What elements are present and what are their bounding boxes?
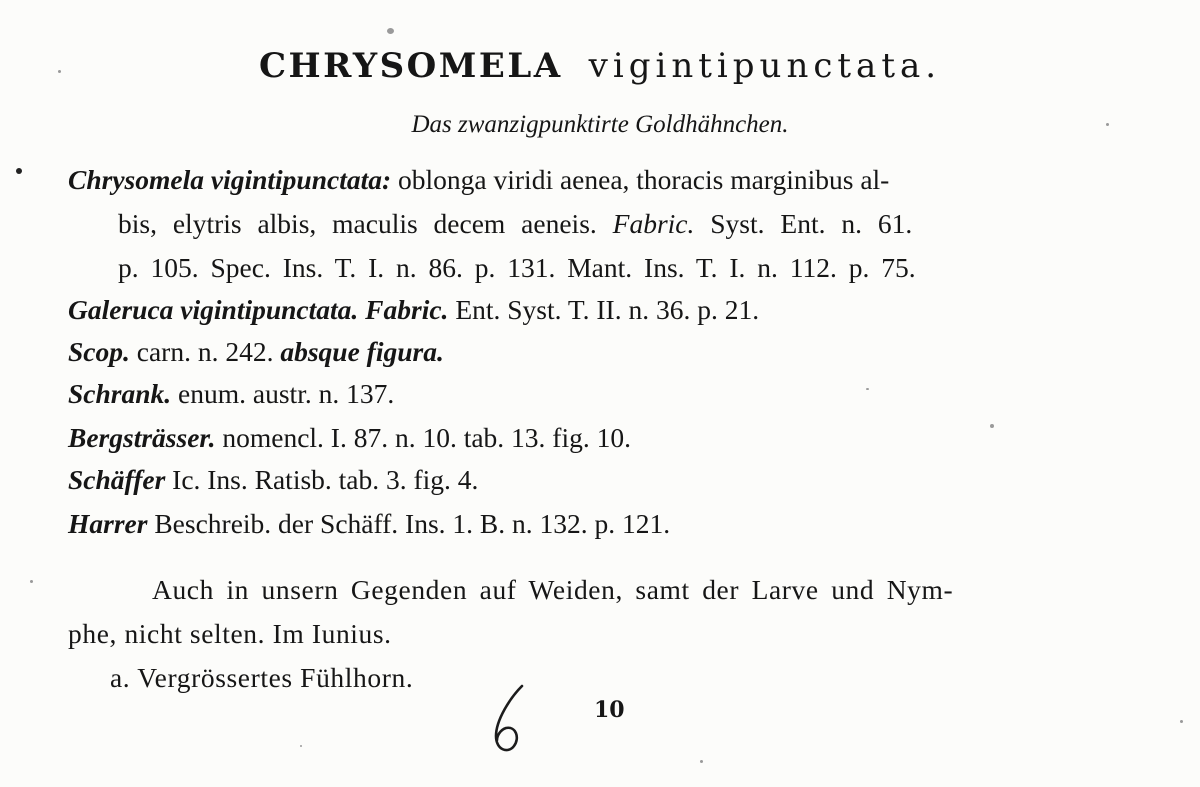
- reference-text: enum. austr. n. 137.: [178, 378, 395, 409]
- page-subtitle: Das zwanzigpunktirte Goldhähnchen.: [411, 111, 789, 138]
- reference-text: Ent. Syst. T. II. n. 36. p. 21.: [455, 294, 760, 325]
- paper-speck: [990, 424, 994, 428]
- paper-speck: [700, 760, 703, 763]
- reference-author: Scop.: [68, 336, 130, 367]
- reference-author: Harrer: [68, 508, 148, 539]
- reference-author-2: Fabric.: [365, 294, 449, 325]
- title-genus: CHRYSOMELA: [258, 46, 563, 86]
- reference-author: Schrank.: [68, 378, 172, 409]
- description-author: Fabric.: [612, 208, 695, 239]
- description-text-1: oblonga viridi aenea, thoracis marginibus al-: [398, 164, 890, 195]
- reference-author: Bergsträsser.: [68, 422, 216, 453]
- reference-text: Ic. Ins. Ratisb. tab. 3. fig. 4.: [172, 464, 479, 495]
- reference-line: [68, 460, 478, 500]
- paragraph-line-2: phe, nicht selten. Im Iunius.: [68, 618, 392, 649]
- reference-line: [68, 418, 631, 458]
- paper-speck: [300, 745, 302, 747]
- description-line-3: [118, 248, 916, 288]
- reference-line: [68, 290, 759, 330]
- reference-author: Galeruca vigintipunctata.: [68, 294, 359, 325]
- description-text-2a: bis, elytris albis, maculis decem aeneis.: [118, 208, 597, 239]
- title-species: vigintipunctata.: [588, 46, 942, 86]
- reference-line: [68, 332, 444, 372]
- page-title: [0, 44, 1200, 88]
- reference-text: Beschreib. der Schäff. Ins. 1. B. n. 132. p. 121.: [154, 508, 671, 539]
- description-line-1: [68, 160, 889, 200]
- paper-speck: [30, 580, 33, 583]
- description-text-3: p. 105. Spec. Ins. T. I. n. 86. p. 131. Mant. Ins. T. I. n. 112. p. 75.: [118, 252, 916, 283]
- margin-mark: [16, 168, 22, 174]
- description-text-2b: Syst. Ent. n. 61.: [710, 208, 913, 239]
- description-line-2: [118, 204, 912, 244]
- paper-speck: [387, 28, 394, 34]
- reference-text: carn. n. 242.: [136, 336, 274, 367]
- paper-speck: [866, 388, 869, 390]
- figure-caption: a. Vergrössertes Fühlhorn.: [110, 662, 414, 693]
- paper-speck: [1180, 720, 1183, 723]
- handwritten-page-mark: [482, 680, 542, 760]
- reference-line: [68, 374, 394, 414]
- reference-italic: absque figura.: [280, 336, 444, 367]
- reference-text: nomencl. I. 87. n. 10. tab. 13. fig. 10.: [222, 422, 631, 453]
- reference-line: [68, 504, 670, 544]
- species-name: Chrysomela vigintipunctata:: [68, 164, 392, 195]
- reference-author: Schäffer: [68, 464, 166, 495]
- handwritten-mark-text: 6: [482, 680, 483, 681]
- page-number: 10: [594, 697, 625, 723]
- paragraph-line-1: Auch in unsern Gegenden auf Weiden, samt der Larve und Nym-: [152, 574, 954, 605]
